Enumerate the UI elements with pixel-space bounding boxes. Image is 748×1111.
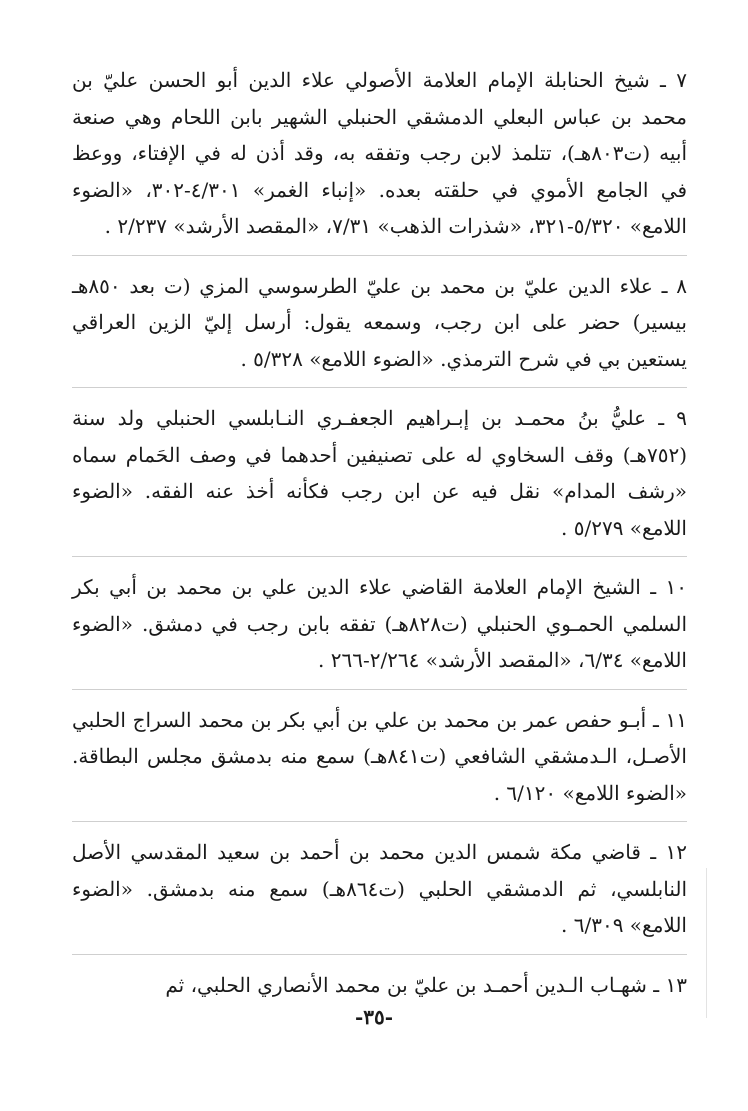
gutter-line [706, 868, 707, 1018]
entry-text: ٩ ـ عليُّ بنُ محمـد بن إبـراهيم الجعفـري النـابلسي الحنبلي ولد سنة (٧٥٢هـ) وقف السخاوي له على تصنيفين أحدهما في وصف الحَمام سماه «رشف المدام» نقل فيه عن ابن رجب فكأنه أخذ عنه الفقه. «الضوء اللامع» ٥/٢٧٩ . [72, 406, 687, 540]
entry-7 [72, 62, 687, 245]
entry-8 [72, 268, 687, 378]
divider [72, 387, 687, 388]
divider [72, 556, 687, 557]
entry-text: ١٣ ـ شهـاب الـدين أحمـد بن عليّ بن محمد الأنصاري الحلبي، ثم [165, 972, 687, 997]
divider [72, 255, 687, 256]
entry-text: ١١ ـ أبـو حفص عمر بن محمد بن علي بن أبي بكر بن محمد السراج الحلبي الأصـل، الـدمشقي الشافعي (ت٨٤١هـ) سمع منه بدمشق مجلس البطاقة. «الضوء اللامع» ٦/١٢٠ . [72, 707, 687, 805]
entry-12 [72, 834, 687, 944]
divider [72, 821, 687, 822]
entry-10 [72, 569, 687, 679]
divider [72, 689, 687, 690]
divider [72, 954, 687, 955]
page-body [72, 62, 687, 1003]
entry-text: ١٢ ـ قاضي مكة شمس الدين محمد بن أحمد بن سعيد المقدسي الأصل النابلسي، ثم الدمشقي الحلبي (ت٨٦٤هـ) سمع منه بدمشق. «الضوء اللامع» ٦/٣٠٩ . [72, 840, 687, 937]
entry-text: ١٠ ـ الشيخ الإمام العلامة القاضي علاء الدين علي بن محمد بن أبي بكر السلمي الحمـوي الحنبلي (ت٨٢٨هـ) تفقه بابن رجب في دمشق. «الضوء اللامع» ٦/٣٤، «المقصد الأرشد» ٢/٢٦٤-٢٦٦ . [72, 575, 687, 672]
entry-9 [72, 400, 687, 546]
page-number: -٣٥- [354, 1005, 394, 1029]
entry-13 [72, 967, 687, 1004]
entry-11 [72, 702, 687, 812]
entry-text: ٨ ـ علاء الدين عليّ بن محمد بن عليّ الطرسوسي المزي (ت بعد ٨٥٠هـ بيسير) حضر على ابن رجب، وسمعه يقول: أرسل إليّ الزين العراقي يستعين بي في شرح الترمذي. «الضوء اللامع» ٥/٣٢٨ . [72, 273, 687, 371]
entry-text: ٧ ـ شيخ الحنابلة الإمام العلامة الأصولي علاء الدين أبو الحسن عليّ بن محمد بن عباس البعلي الدمشقي الحنبلي الشهير بابن اللحام وهي صنعة أبيه (ت٨٠٣هـ)، تتلمذ لابن رجب وتفقه به، وقد أذن له في الإفتاء، ووعظ في الجامع الأموي في حلقته بعده. «إنباء الغمر» ٤/٣٠١-٣٠٢، «الضوء اللامع» ٥/٣٢٠-٣٢١، «شذرات الذهب» ٧/٣١، «المقصد الأرشد» ٢/٢٣٧ . [72, 68, 687, 238]
